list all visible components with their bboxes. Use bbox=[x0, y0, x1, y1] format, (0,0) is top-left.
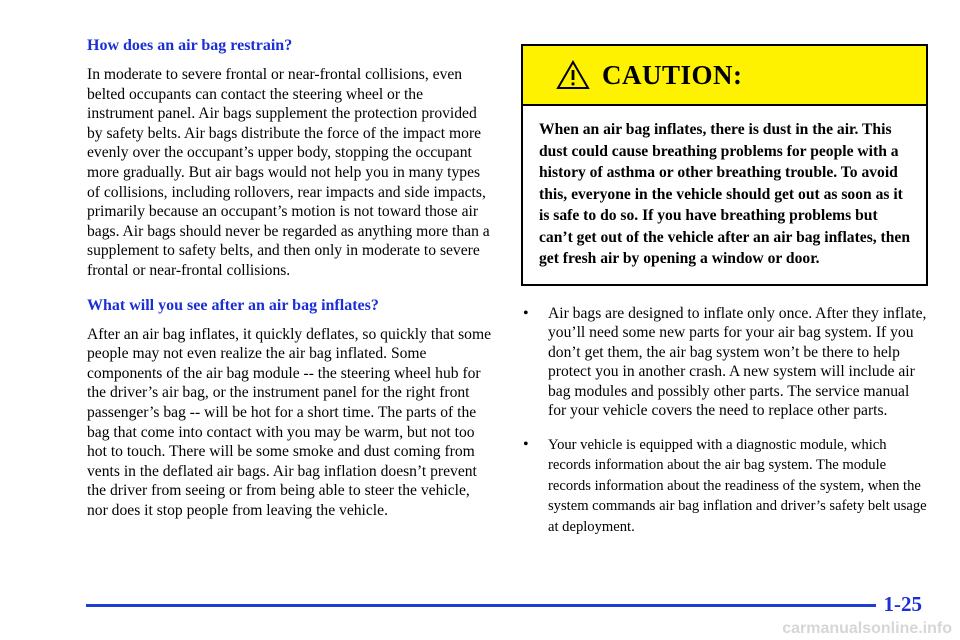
list-item bbox=[521, 435, 928, 537]
paragraph-restrain: In moderate to severe frontal or near-frontal collisions, even belted occupants can contact the steering wheel or the instrument panel. Air bags supplement the protection provided by safety belts. Air bags distribute the force of the impact more evenly over the occupant’s upper body, stopping the occupant more gradually. But air bags would not help you in many types of collisions, including rollovers, rear impacts and side impacts, primarily because an occupant’s motion is not toward those air bags. Air bags should never be regarded as anything more than a supplement to safety belts, and then only in moderate to severe frontal or near-frontal collisions. bbox=[87, 66, 490, 279]
caution-box bbox=[521, 44, 928, 286]
page-number: 1-25 bbox=[883, 592, 922, 616]
caution-body: When an air bag inflates, there is dust in the air. This dust could cause breathing problems for people with a history of asthma or other breathing trouble. To avoid this, everyone in the vehicle should get out as soon as it is safe to do so. If you have breathing problems but can’t get out of the vehicle after an air bag inflates, then get fresh air by opening a window or door. bbox=[539, 121, 911, 267]
caution-header bbox=[523, 46, 926, 106]
bullet-marker: • bbox=[523, 436, 529, 454]
right-column bbox=[521, 44, 928, 553]
list-item-text: Your vehicle is equipped with a diagnostic module, which records information about the air bag system. The module records information about the readiness of the system, when the system commands air bag inflation and driver’s safety belt usage at deployment. bbox=[548, 437, 927, 535]
watermark: carmanualsonline.info bbox=[782, 620, 952, 637]
list-item-text: Air bags are designed to inflate only once. After they inflate, you’ll need some new parts for your air bag system. If you don’t get them, the air bag system won’t be there to help protect you in another crash. A new system will include air bag modules and possibly other parts. The service manual for your vehicle covers the need to replace other parts. bbox=[548, 304, 927, 420]
bullet-marker: • bbox=[523, 304, 529, 322]
paragraph-after-inflation: After an air bag inflates, it quickly deflates, so quickly that some people may not even realize the air bag inflated. Some components of the air bag module -- the steering wheel hub for the driver’s air bag, or the instrument panel for the right front passenger’s bag -- will be hot for a short time. The parts of the bag that come into contact with you may be warm, but not too hot to touch. There will be some smoke and dust coming from vents in the deflated air bags. Air bag inflation doesn’t prevent the driver from seeing or from being able to steer the vehicle, nor does it stop people from leaving the vehicle. bbox=[87, 325, 492, 519]
left-column bbox=[87, 36, 492, 535]
list-item bbox=[521, 304, 928, 422]
section-heading-restrain: How does an air bag restrain? bbox=[87, 37, 293, 54]
caution-title: CAUTION: bbox=[602, 59, 743, 90]
bullet-list bbox=[521, 304, 928, 538]
warning-triangle-icon bbox=[556, 60, 590, 90]
footer-rule bbox=[86, 604, 876, 607]
section-heading-after-inflation: What will you see after an air bag inflates? bbox=[87, 296, 379, 314]
